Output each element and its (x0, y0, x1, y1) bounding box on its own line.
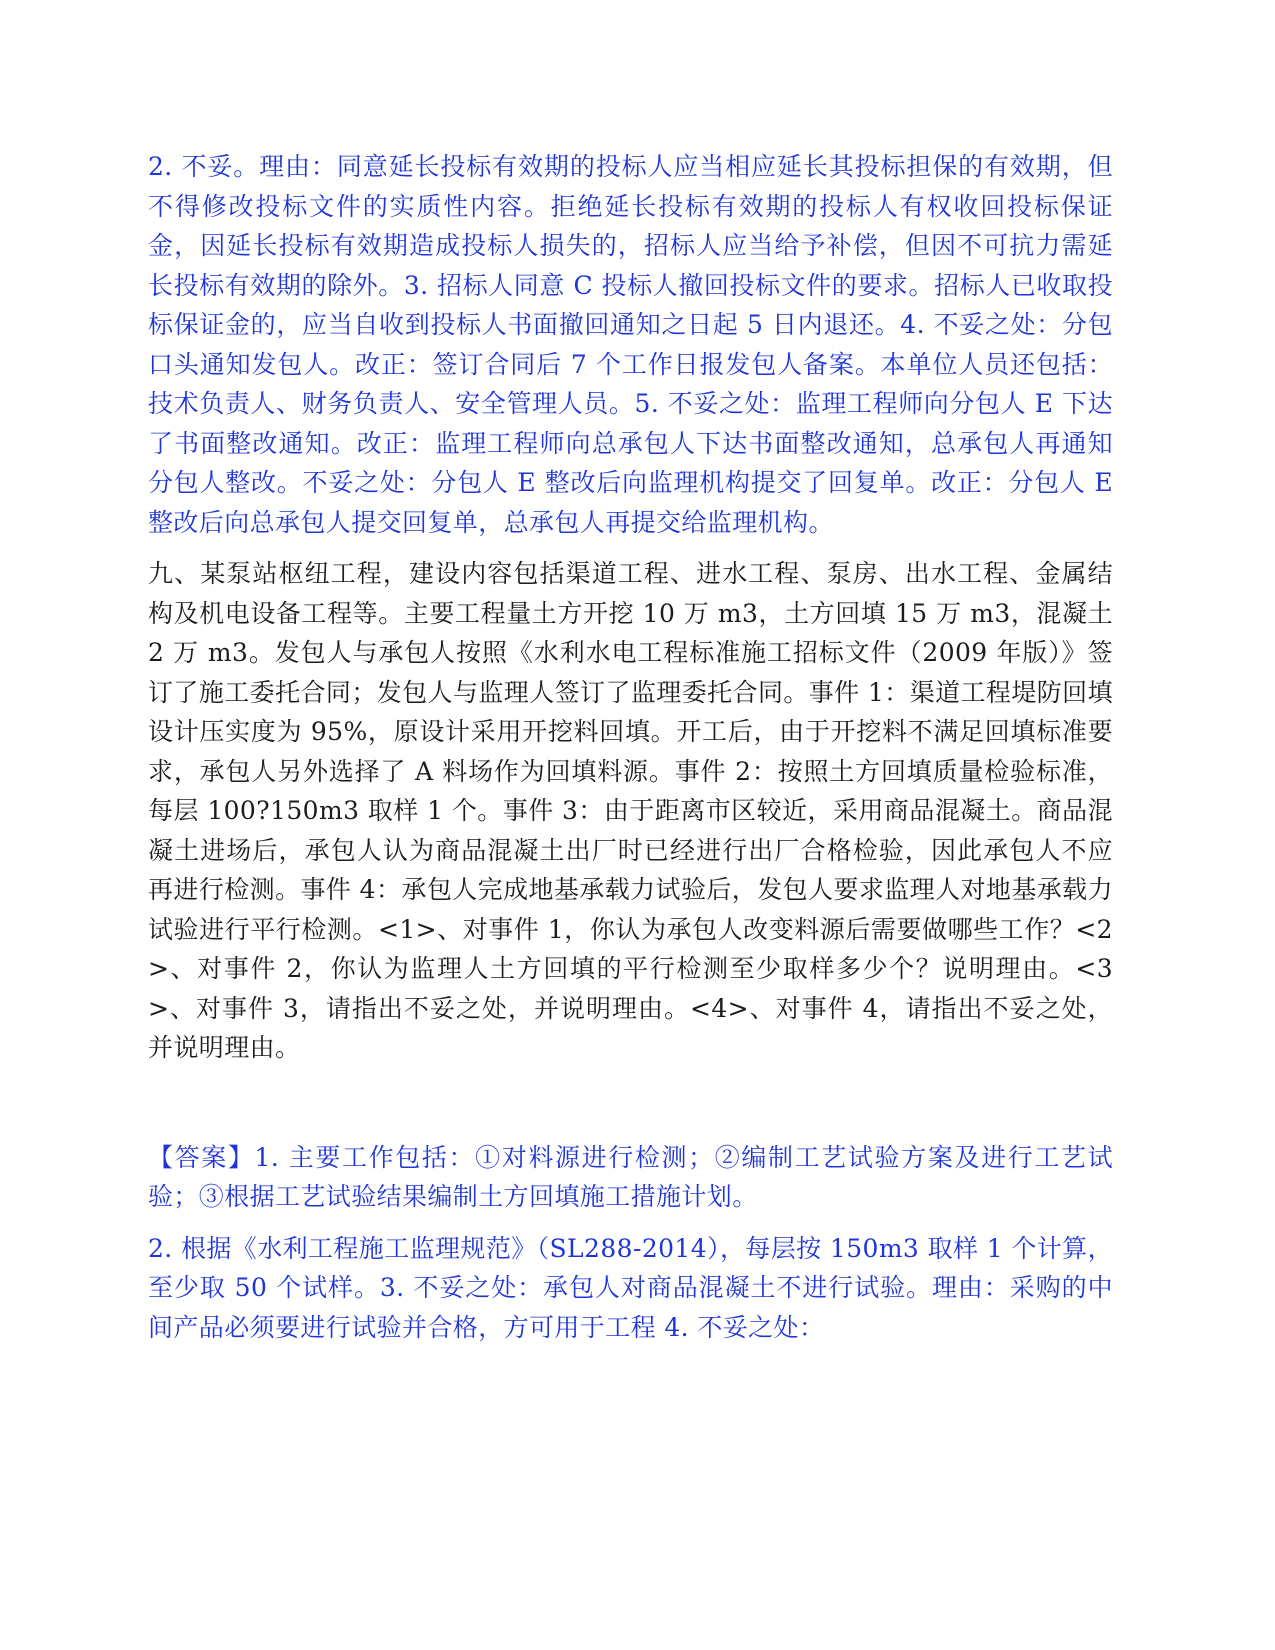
previous-answer-paragraph: 2. 不妥。理由：同意延长投标有效期的投标人应当相应延长其投标担保的有效期，但不得修改投标文件的实质性内容。拒绝延长投标有效期的投标人有权收回投标保证金，因延长投标有效期造成投标人损失的，招标人应当给予补偿，但因不可抗力需延长投标有效期的除外。3. 招标人同意 C 投标人撤回投标文件的要求。招标人已收取投标保证金的，应当自收到投标人书面撤回通知之日起 5 日内退还。4. 不妥之处：分包口头通知发包人。改正：签订合同后 7 个工作日报发包人备案。本单位人员还包括：技术负责人、财务负责人、安全管理人员。5. 不妥之处：监理工程师向分包人 E 下达了书面整改通知。改正：监理工程师向总承包人下达书面整改通知，总承包人再通知分包人整改。不妥之处：分包人 E 整改后向监理机构提交了回复单。改正：分包人 E 整改后向总承包人提交回复单，总承包人再提交给监理机构。 (148, 152, 1113, 537)
document-body (148, 147, 1113, 1359)
question-9-paragraph: 九、某泵站枢纽工程，建设内容包括渠道工程、进水工程、泵房、出水工程、金属结构及机电设备工程等。主要工程量土方开挖 10 万 m3，土方回填 15 万 m3，混凝土 2 万 m3。发包人与承包人按照《水利水电工程标准施工招标文件（2009 年版）》签订了施工委托合同；发包人与监理人签订了监理委托合同。事件 1：渠道工程堤防回填设计压实度为 95%，原设计采用开挖料回填。开工后，由于开挖料不满足回填标准要求，承包人另外选择了 A 料场作为回填料源。事件 2：按照土方回填质量检验标准，每层 100?150m3 取样 1 个。事件 3：由于距离市区较近，采用商品混凝土。商品混凝土进场后，承包人认为商品混凝土出厂时已经进行出厂合格检验，因此承包人不应再进行检测。事件 4：承包人完成地基承载力试验后，发包人要求监理人对地基承载力试验进行平行检测。<1>、对事件 1，你认为承包人改变料源后需要做哪些工作？<2>、对事件 2，你认为监理人土方回填的平行检测至少取样多少个？说明理由。<3>、对事件 3，请指出不妥之处，并说明理由。<4>、对事件 4，请指出不妥之处，并说明理由。 (148, 559, 1113, 1062)
answer-9-paragraph-2: 2. 根据《水利工程施工监理规范》（SL288-2014），每层按 150m3 取样 1 个计算，至少取 50 个试样。3. 不妥之处：承包人对商品混凝土不进行试验。理由：采购的中间产品必须要进行试验并合格，方可用于工程 4. 不妥之处： (148, 1233, 1113, 1342)
paragraph-spacer (148, 1080, 1113, 1138)
answer-9-paragraph-1: 【答案】1. 主要工作包括：①对料源进行检测；②编制工艺试验方案及进行工艺试验；③根据工艺试验结果编制土方回填施工措施计划。 (148, 1142, 1113, 1211)
